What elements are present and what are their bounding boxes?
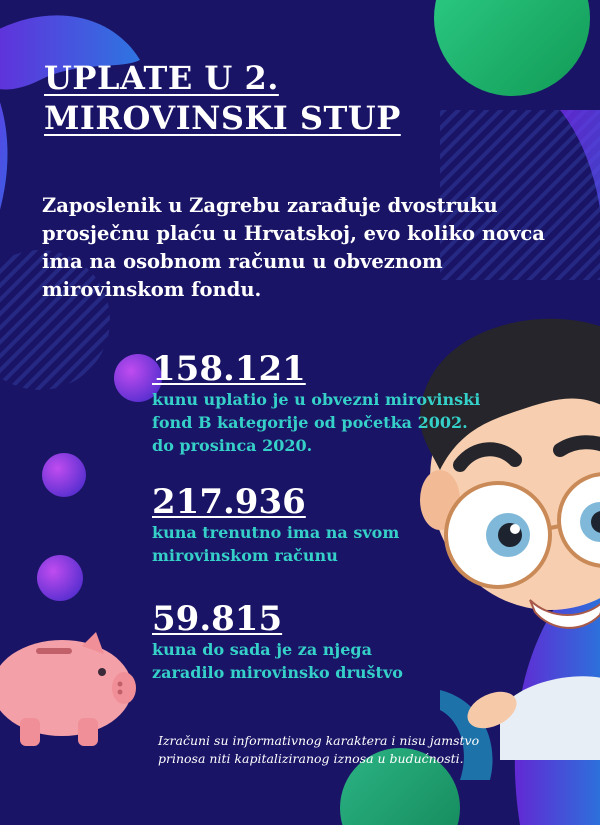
stat-number: 59.815 — [152, 599, 283, 639]
stat-block-paid-in — [152, 350, 480, 457]
stat-description: kuna trenutno ima na svom mirovinskom računu — [152, 523, 400, 565]
title-line-1: UPLATE U 2. — [44, 59, 279, 97]
stat-number: 158.121 — [152, 349, 306, 389]
intro-paragraph: Zaposlenik u Zagrebu zarađuje dvostruku prosječnu plaću u Hrvatskoj, evo koliko novca ima na osobnom računu u obveznom mirovinskom fondu. — [42, 194, 545, 301]
page-title — [44, 58, 401, 138]
title-line-2: MIROVINSKI STUP — [44, 99, 401, 137]
stat-number: 217.936 — [152, 482, 306, 522]
stat-description: kunu uplatio je u obvezni mirovinski fond B kategorije od početka 2002. do prosinca 2020. — [152, 390, 481, 455]
piggy-bank-icon — [0, 630, 140, 750]
stat-block-current-balance — [152, 483, 399, 567]
stat-block-fund-earnings — [152, 600, 403, 684]
disclaimer-note: Izračuni su informativnog karaktera i nisu jamstvo prinosa niti kapitaliziranog iznosa u budućnosti. — [158, 733, 480, 766]
stat-description: kuna do sada je za njega zaradilo mirovinsko društvo — [152, 640, 403, 682]
